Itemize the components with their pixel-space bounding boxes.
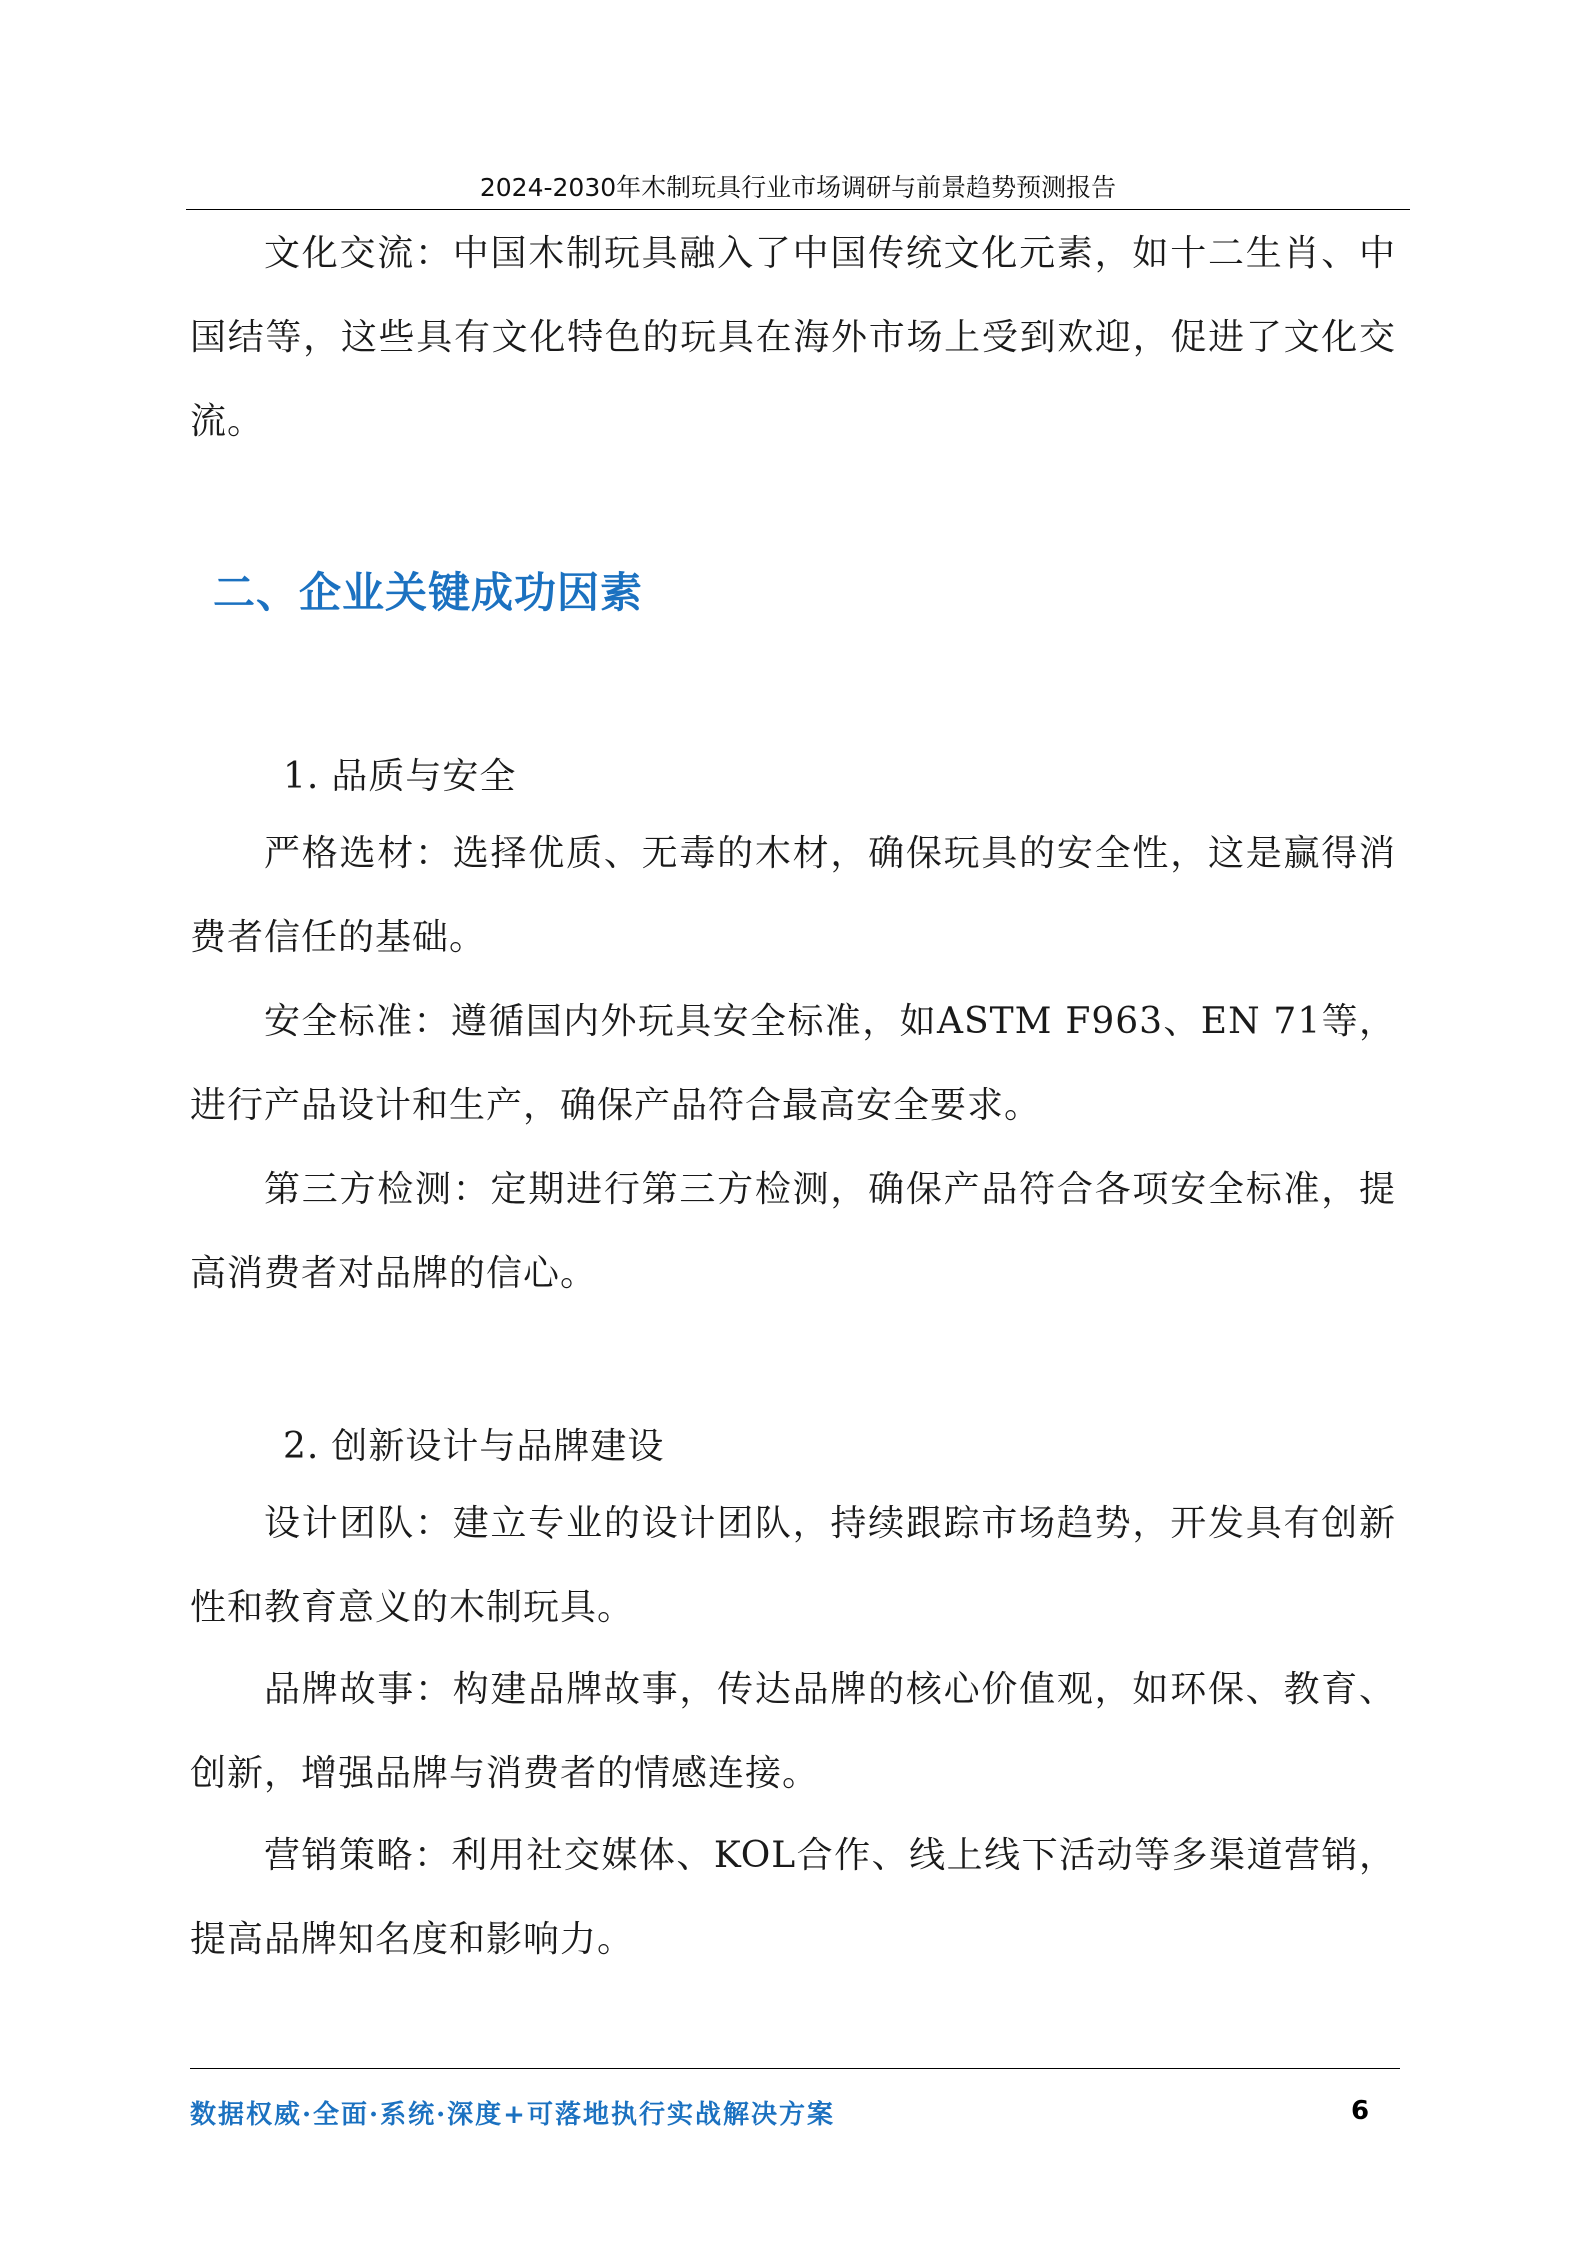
paragraph-brand-story: 品牌故事：构建品牌故事，传达品牌的核心价值观，如环保、教育、创新，增强品牌与消费者的情感连接。 [190, 1669, 1396, 1794]
header-divider [186, 209, 1410, 210]
section-heading: 二、企业关键成功因素 [213, 568, 644, 617]
footer-slogan: 数据权威·全面·系统·深度+可落地执行实战解决方案 [190, 2100, 835, 2130]
paragraph-marketing-strategy: 营销策略：利用社交媒体、KOL合作、线上线下活动等多渠道营销，提高品牌知名度和影响力。 [190, 1835, 1396, 1960]
header-title: 2024-2030年木制玩具行业市场调研与前景趋势预测报告 [479, 173, 1117, 202]
paragraph-safety-standards: 安全标准：遵循国内外玩具安全标准，如ASTM F963、EN 71等，进行产品设计和生产，确保产品符合最高安全要求。 [190, 1001, 1396, 1126]
subsection-number: 1. [283, 756, 320, 797]
subsection-heading-2 [283, 1418, 664, 1469]
subsection-heading-1 [283, 748, 516, 799]
paragraph-third-party-testing: 第三方检测：定期进行第三方检测，确保产品符合各项安全标准，提高消费者对品牌的信心。 [190, 1169, 1396, 1294]
paragraph-design-team: 设计团队：建立专业的设计团队，持续跟踪市场趋势，开发具有创新性和教育意义的木制玩具。 [190, 1503, 1396, 1628]
page-number: 6 [1350, 2096, 1370, 2126]
intro-paragraph: 文化交流：中国木制玩具融入了中国传统文化元素，如十二生肖、中国结等，这些具有文化特色的玩具在海外市场上受到欢迎，促进了文化交流。 [190, 233, 1396, 442]
subsection-title: 品质与安全 [331, 756, 517, 797]
paragraph-strict-materials: 严格选材：选择优质、无毒的木材，确保玩具的安全性，这是赢得消费者信任的基础。 [190, 833, 1396, 958]
subsection-number: 2. [283, 1426, 320, 1467]
subsection-title: 创新设计与品牌建设 [331, 1426, 665, 1467]
footer-divider [190, 2068, 1400, 2069]
